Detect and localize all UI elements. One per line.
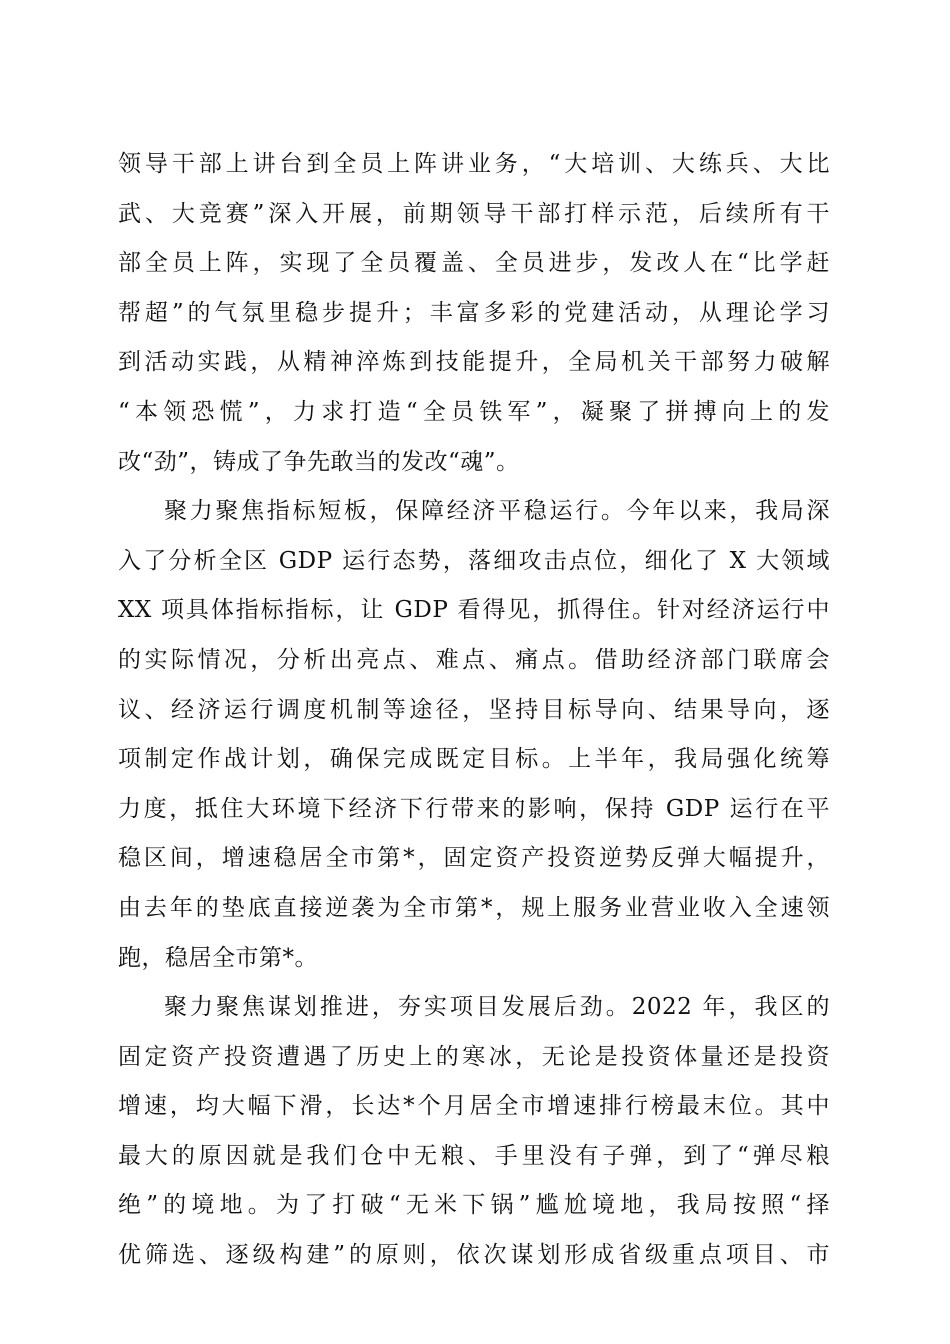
- text-line: 聚力聚焦指标短板，保障经济平稳运行。今年以来，我局深: [164, 498, 830, 525]
- text-line: XX 项具体指标指标，让 GDP 看得见，抓得住。针对经济运行中: [118, 597, 830, 624]
- text-line: 最大的原因就是我们仓中无粮、手里没有子弹，到了“弹尽粮: [118, 1142, 830, 1169]
- text-line: 固定资产投资遭遇了历史上的寒冰，无论是投资体量还是投资: [118, 1043, 830, 1070]
- text-line: 绝”的境地。为了打破“无米下锅”尴尬境地，我局按照“择: [118, 1192, 830, 1219]
- text-line: 改“劲”，铸成了争先敢当的发改“魂”。: [118, 448, 520, 475]
- text-line: 领导干部上讲台到全员上阵讲业务，“大培训、大练兵、大比: [118, 151, 830, 177]
- text-line: 的实际情况，分析出亮点、难点、痛点。借助经济部门联席会: [118, 646, 830, 673]
- paragraph-1: [118, 140, 830, 487]
- text-line: 议、经济运行调度机制等途径，坚持目标导向、结果导向，逐: [118, 696, 830, 723]
- text-line: 武、大竞赛”深入开展，前期领导干部打样示范，后续所有干: [118, 200, 830, 227]
- paragraph-2: [118, 487, 830, 983]
- text-line: “本领恐慌”，力求打造“全员铁军”，凝聚了拼搏向上的发: [118, 398, 830, 425]
- body-text: [118, 140, 830, 1281]
- text-line: 由去年的垫底直接逆袭为全市第*，规上服务业营业收入全速领: [118, 894, 830, 921]
- paragraph-3: [118, 983, 830, 1281]
- text-line: 聚力聚焦谋划推进，夯实项目发展后劲。2022 年，我区的: [164, 994, 830, 1021]
- text-line: 项制定作战计划，确保完成既定目标。上半年，我局强化统筹: [118, 746, 830, 773]
- text-line: 帮超”的气氛里稳步提升；丰富多彩的党建活动，从理论学习: [118, 299, 830, 326]
- text-line: 入了分析全区 GDP 运行态势，落细攻击点位，细化了 X 大领域: [118, 547, 830, 574]
- text-line: 优筛选、逐级构建”的原则，依次谋划形成省级重点项目、市: [118, 1242, 830, 1269]
- text-line: 跑，稳居全市第*。: [118, 944, 318, 971]
- text-line: 到活动实践，从精神淬炼到技能提升，全局机关干部努力破解: [118, 349, 830, 376]
- text-line: 稳区间，增速稳居全市第*，固定资产投资逆势反弹大幅提升，: [118, 845, 830, 872]
- text-line: 部全员上阵，实现了全员覆盖、全员进步，发改人在“比学赶: [118, 250, 830, 277]
- text-line: 力度，抵住大环境下经济下行带来的影响，保持 GDP 运行在平: [118, 795, 830, 822]
- text-line: 增速，均大幅下滑，长达*个月居全市增速排行榜最末位。其中: [118, 1093, 830, 1120]
